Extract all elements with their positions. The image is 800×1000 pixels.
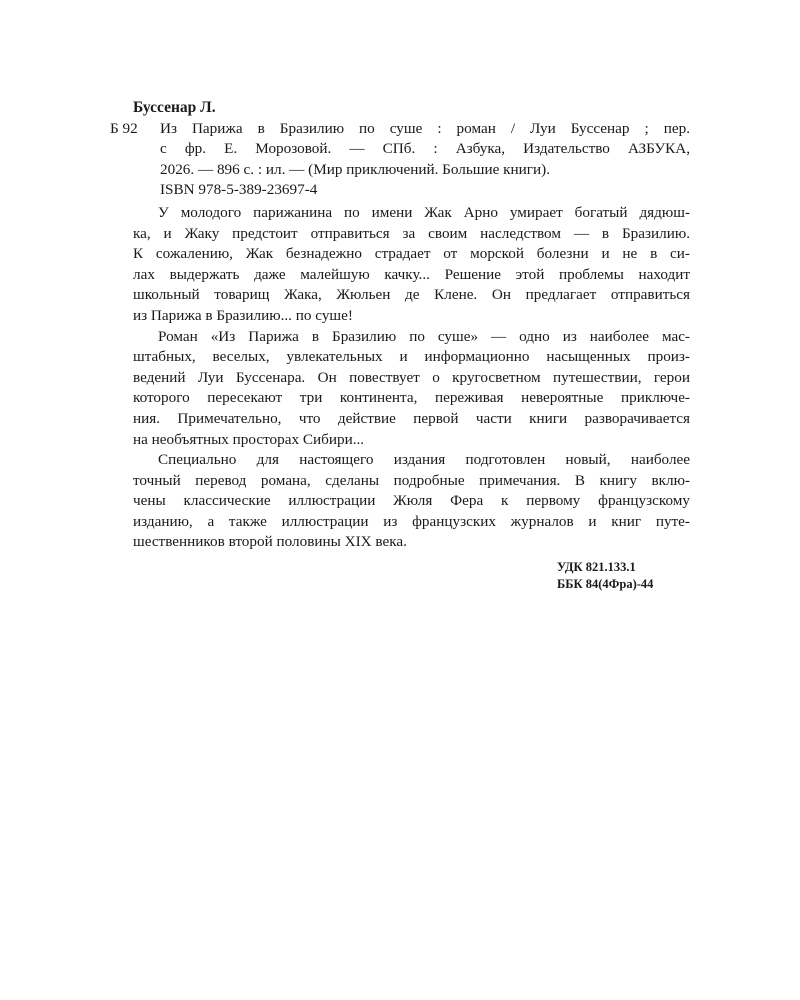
text-line: Специально для настоящего издания подготовлен новый, наиболее xyxy=(158,451,690,469)
text-line: Роман «Из Парижа в Бразилию по суше» — одно из наиболее мас- xyxy=(158,327,690,345)
text-line: У молодого парижанина по имени Жак Арно умирает богатый дядюш- xyxy=(158,203,690,221)
classification-codes xyxy=(557,559,690,592)
annotation-paragraph xyxy=(133,327,690,451)
bibliographic-entry xyxy=(110,119,690,181)
bibliographic-description xyxy=(160,119,690,181)
annotation-paragraph xyxy=(133,450,690,553)
annotation-paragraph xyxy=(133,203,690,327)
text-line: штабных, веселых, увлекательных и информационно насыщенных произ- xyxy=(133,348,690,366)
text-line: которого пересекают три континента, переживая невероятные приключе- xyxy=(133,389,690,407)
author-heading: Буссенар Л. xyxy=(133,99,216,116)
text-line: чены классические иллюстрации Жюля Фера к первому французскому xyxy=(133,492,690,510)
udk-code: УДК 821.133.1 xyxy=(557,560,636,575)
text-line: точный перевод романа, сделаны подробные примечания. В книгу вклю- xyxy=(133,471,690,489)
text-line: К сожалению, Жак безнадежно страдает от морской болезни и не в си- xyxy=(133,245,690,263)
text-line: ведений Луи Буссенара. Он повествует о кругосветном путешествии, герои xyxy=(133,368,690,386)
text-line: на необъятных просторах Сибири... xyxy=(133,430,365,448)
library-index: Б 92 xyxy=(110,119,138,137)
isbn: ISBN 978-5-389-23697-4 xyxy=(160,181,318,199)
text-line: ка, и Жаку предстоит отправиться за своим наследством — в Бразилию. xyxy=(133,224,690,242)
text-line: изданию, а также иллюстрации из французских журналов и книг путе- xyxy=(133,512,690,530)
biblio-line: 2026. — 896 с. : ил. — (Мир приключений. Большие книги). xyxy=(160,160,551,178)
catalog-card xyxy=(110,98,690,592)
biblio-line: с фр. Е. Морозовой. — СПб. : Азбука, Издательство АЗБУКА, xyxy=(160,140,690,158)
bbk-code: ББК 84(4Фра)-44 xyxy=(557,576,654,591)
text-line: школьный товарищ Жака, Жюльен де Клене. Он предлагает отправиться xyxy=(133,286,690,304)
text-line: шественников второй половины XIX века. xyxy=(133,533,407,551)
annotation xyxy=(133,203,690,553)
biblio-line: Из Парижа в Бразилию по суше : роман / Луи Буссенар ; пер. xyxy=(160,119,690,137)
text-line: ния. Примечательно, что действие первой части книги разворачивается xyxy=(133,409,690,427)
text-line: лах выдержать даже малейшую качку... Решение этой проблемы находит xyxy=(133,265,690,283)
text-line: из Парижа в Бразилию... по суше! xyxy=(133,306,353,324)
